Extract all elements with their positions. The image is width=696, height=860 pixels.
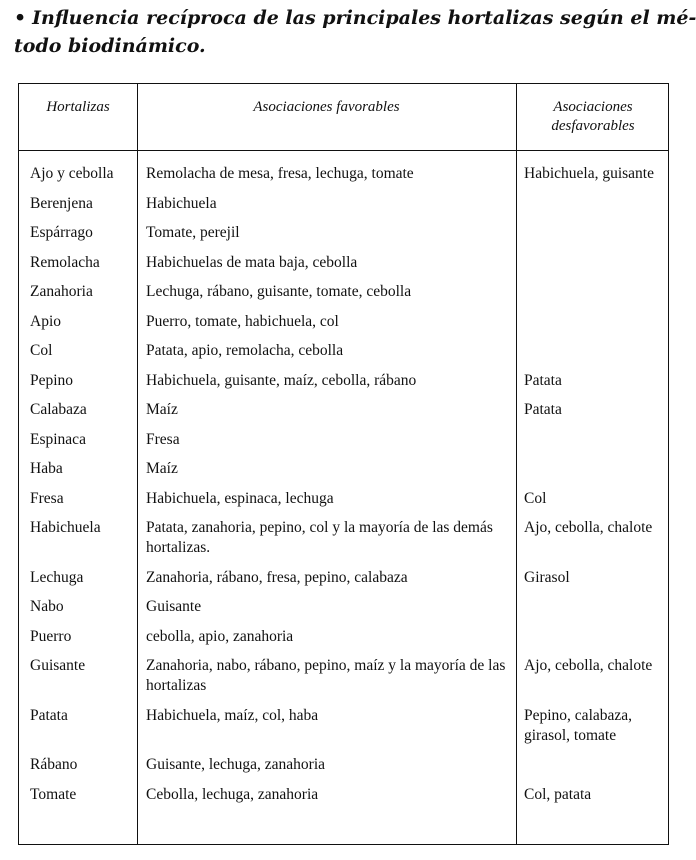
cell-hortaliza: Haba <box>30 460 63 477</box>
cell-favorables: Remolacha de mesa, fresa, lechuga, tomate <box>146 165 414 182</box>
cell-desfavorables <box>516 627 670 647</box>
table-row <box>19 785 670 805</box>
cell-desfavorables <box>516 194 670 214</box>
cell-desfavorables <box>516 597 670 617</box>
cell-hortaliza: Tomate <box>30 785 77 803</box>
cell-hortaliza: Ajo y cebolla <box>30 165 114 182</box>
cell-desfavorables <box>516 223 670 243</box>
table-row <box>19 489 670 509</box>
cell-favorables: Puerro, tomate, habichuela, col <box>146 312 339 330</box>
cell-desfavorables <box>516 755 670 775</box>
cell-favorables: Maíz <box>146 401 178 418</box>
header-desfavorables: Asociaciones desfavorables <box>551 99 635 134</box>
cell-hortaliza: Apio <box>30 312 61 330</box>
cell-hortaliza: Zanahoria <box>30 283 93 300</box>
table-row <box>19 518 670 558</box>
cell-favorables: cebolla, apio, zanahoria <box>146 627 294 645</box>
cell-favorables: Habichuela, maíz, col, haba <box>146 706 319 724</box>
table-row <box>19 400 670 420</box>
cell-desfavorables <box>516 253 670 273</box>
cell-favorables: Zanahoria, rábano, fresa, pepino, calabaza <box>146 568 408 586</box>
cell-favorables: Guisante <box>146 598 202 615</box>
table-row <box>19 656 670 696</box>
cell-hortaliza: Fresa <box>30 489 64 507</box>
cell-desfavorables <box>516 312 670 332</box>
table-row <box>19 371 670 391</box>
cell-favorables: Lechuga, rábano, guisante, tomate, cebolla <box>146 283 412 300</box>
cell-hortaliza: Calabaza <box>30 401 87 418</box>
cell-desfavorables <box>516 430 670 450</box>
table-row <box>19 312 670 332</box>
cell-favorables: Habichuelas de mata baja, cebolla <box>146 253 358 271</box>
cell-hortaliza: Pepino <box>30 371 74 389</box>
cell-hortaliza: Col <box>30 342 53 359</box>
cell-favorables: Maíz <box>146 460 178 477</box>
cell-hortaliza: Puerro <box>30 627 72 645</box>
title-line-1 <box>14 4 696 32</box>
header-hortalizas: Hortalizas <box>46 99 110 115</box>
title-line-2: todo biodinámico. <box>14 35 206 57</box>
table-body <box>19 164 670 805</box>
cell-hortaliza: Espárrago <box>30 224 93 241</box>
cell-desfavorables: Col <box>524 489 547 507</box>
header-favorables: Asociaciones favorables <box>253 99 400 115</box>
cell-desfavorables: Girasol <box>524 568 570 586</box>
cell-hortaliza: Patata <box>30 706 68 724</box>
cell-favorables: Tomate, perejil <box>146 224 240 241</box>
page-title <box>14 4 696 60</box>
cell-hortaliza: Guisante <box>30 657 86 674</box>
header-divider <box>19 150 668 151</box>
table-row <box>19 755 670 775</box>
cell-desfavorables: Ajo, cebolla, chalote <box>524 519 653 536</box>
table-row <box>19 223 670 243</box>
cell-hortaliza: Berenjena <box>30 194 93 212</box>
cell-hortaliza: Rábano <box>30 756 78 773</box>
cell-favorables: Patata, zanahoria, pepino, col y la mayoría de las demás hortalizas. <box>146 519 493 556</box>
cell-favorables: Habichuela, espinaca, lechuga <box>146 489 334 507</box>
cell-favorables: Zanahoria, nabo, rábano, pepino, maíz y la mayoría de las hortalizas <box>146 657 506 694</box>
cell-hortaliza: Lechuga <box>30 568 84 586</box>
cell-desfavorables <box>516 459 670 479</box>
cell-desfavorables: Habichuela, guisante <box>524 165 654 182</box>
cell-favorables: Habichuela, guisante, maíz, cebolla, rábano <box>146 371 417 389</box>
cell-desfavorables: Patata <box>524 371 562 389</box>
cell-favorables: Guisante, lechuga, zanahoria <box>146 756 326 773</box>
cell-hortaliza: Habichuela <box>30 519 101 536</box>
cell-hortaliza: Nabo <box>30 598 64 615</box>
table-row <box>19 459 670 479</box>
bullet-icon: • <box>14 7 27 29</box>
cell-desfavorables: Pepino, calabaza, girasol, tomate <box>524 706 633 744</box>
table-row <box>19 253 670 273</box>
cell-hortaliza: Remolacha <box>30 253 100 271</box>
title-text-1: Influencia recíproca de las principales hortalizas según el mé- <box>32 7 696 29</box>
cell-favorables: Habichuela <box>146 194 217 212</box>
cell-hortaliza: Espinaca <box>30 430 86 448</box>
table-row <box>19 194 670 214</box>
table-row <box>19 282 670 302</box>
cell-favorables: Cebolla, lechuga, zanahoria <box>146 785 319 803</box>
cell-desfavorables: Col, patata <box>524 785 592 803</box>
cell-desfavorables <box>516 341 670 361</box>
table-row <box>19 341 670 361</box>
table-row <box>19 568 670 588</box>
table-row <box>19 430 670 450</box>
table-row <box>19 627 670 647</box>
table-row <box>19 597 670 617</box>
table-row <box>19 706 670 746</box>
cell-desfavorables: Ajo, cebolla, chalote <box>524 657 653 674</box>
cell-favorables: Fresa <box>146 430 180 448</box>
associations-table <box>18 83 669 845</box>
table-row <box>19 164 670 184</box>
cell-favorables: Patata, apio, remolacha, cebolla <box>146 342 344 359</box>
cell-desfavorables: Patata <box>524 401 562 418</box>
cell-desfavorables <box>516 282 670 302</box>
